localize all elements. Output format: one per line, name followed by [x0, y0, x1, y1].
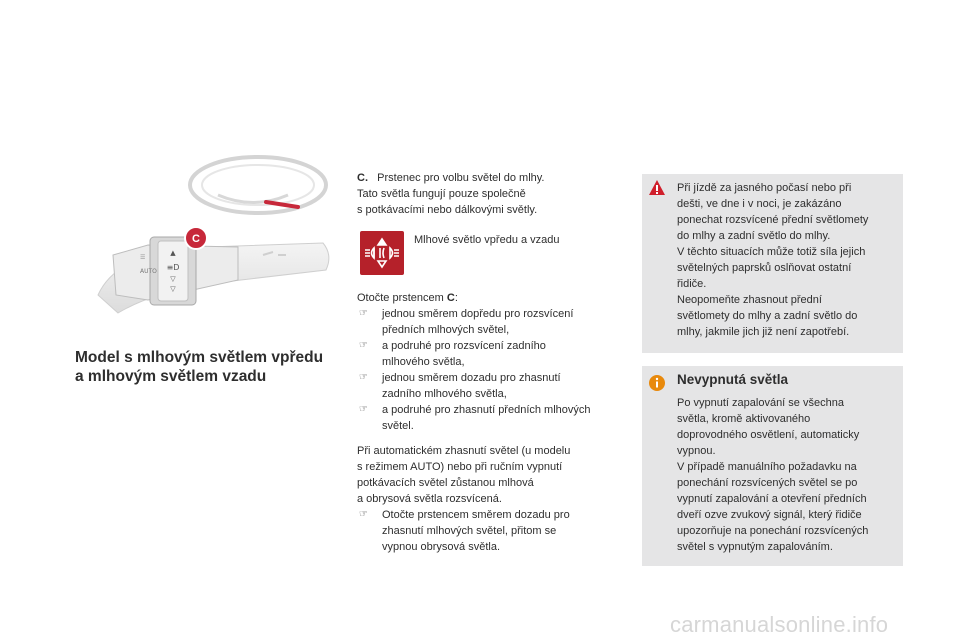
bullet-line: jednou směrem dozadu pro zhasnutí: [382, 372, 561, 384]
list-item: [357, 306, 622, 338]
info-line: doprovodného osvětlení, automaticky: [677, 429, 860, 441]
lighting-stalk-illustration: [88, 155, 333, 335]
warning-line: Při jízdě za jasného počasí nebo při: [677, 182, 852, 194]
turn-ring-letter: C: [446, 292, 455, 304]
warning-line: Neopomeňte zhasnout přední: [677, 294, 822, 306]
warning-line: mlhy, jakmile jich již není zapotřebí.: [677, 326, 850, 338]
auto-off-paragraph: [357, 443, 622, 555]
svg-text:≡D: ≡D: [166, 263, 180, 272]
warning-line: V těchto situacích může totiž síla jejich: [677, 246, 866, 258]
warning-text: [677, 180, 899, 340]
svg-text:▲: ▲: [170, 249, 176, 257]
callout-c: C: [192, 233, 200, 245]
bullet-line: zhasnutí mlhových světel, přitom se: [382, 525, 557, 537]
bullet-line: mlhového světla,: [382, 356, 465, 368]
bullet-line: a podruhé pro zhasnutí předních mlhových: [382, 404, 591, 416]
info-box: [642, 366, 903, 566]
turn-suffix: :: [454, 292, 458, 304]
bullet-line: zadního mlhového světla,: [382, 388, 507, 400]
auto-line: a obrysová světla rozsvícená.: [357, 493, 502, 505]
warning-line: do mlhy a zadní světlo do mlhy.: [677, 230, 831, 242]
info-line: ponechání rozsvícených světel se po: [677, 477, 858, 489]
bullet-line: světel.: [382, 420, 414, 432]
intro-paragraph: [357, 170, 622, 218]
warning-line: dešti, ve dne i v noci, je zakázáno: [677, 198, 842, 210]
auto-line: s režimem AUTO) nebo při ručním vypnutí: [357, 461, 563, 473]
svg-text:▽: ▽: [170, 275, 176, 283]
info-text: [677, 395, 899, 555]
auto-line: Při automatickém zhasnutí světel (u modelu: [357, 445, 571, 457]
c-text: Prstenec pro volbu světel do mlhy.: [377, 172, 545, 184]
auto-switch-label: AUTO: [140, 268, 157, 275]
exclamation-warning-icon: [648, 179, 666, 197]
info-line: Po vypnutí zapalování se všechna: [677, 397, 844, 409]
warning-line: světelných paprsků oslňovat ostatní: [677, 262, 852, 274]
section-title-line2: a mlhovým světlem vzadu: [75, 368, 267, 385]
warning-box: [642, 174, 903, 353]
bullet-hand-icon: ☞: [359, 308, 368, 319]
info-line: upozorňuje na ponechání rozsvícených: [677, 525, 869, 537]
section-title: [75, 348, 335, 386]
auto-line: potkávacích světel zůstanou mlhová: [357, 477, 534, 489]
bullet-line: vypnou obrysová světla.: [382, 541, 501, 553]
warning-line: světlomety do mlhy a zadní světlo do: [677, 310, 858, 322]
section-title-line1: Model s mlhovým světlem vpředu: [75, 349, 324, 366]
turn-ring-instructions: [357, 290, 622, 434]
info-line: světla, kromě aktivovaného: [677, 413, 811, 425]
bullet-hand-icon: ☞: [359, 404, 368, 415]
warning-line: řidiče.: [677, 278, 707, 290]
info-line: dveří ozve zvukový signál, který řidiče: [677, 509, 862, 521]
bullet-hand-icon: ☞: [359, 509, 368, 520]
svg-text:☰: ☰: [140, 254, 146, 261]
bullet-line: a podruhé pro rozsvícení zadního: [382, 340, 546, 352]
warning-line: ponechat rozsvícené přední světlomety: [677, 214, 869, 226]
watermark: carmanualsonline.info: [670, 612, 889, 637]
bullet-line: Otočte prstencem směrem dozadu pro: [382, 509, 570, 521]
info-line: vypnutí zapalování a otevření předních: [677, 493, 867, 505]
bullet-line: předních mlhových světel,: [382, 324, 510, 336]
info-line: vypnou.: [677, 445, 716, 457]
front-and-rear-fog-light-icon: [360, 231, 404, 275]
bullet-line: jednou směrem dopředu pro rozsvícení: [382, 308, 574, 320]
intro-line3: s potkávacími nebo dálkovými světly.: [357, 204, 538, 216]
list-item: [357, 338, 622, 370]
turn-prefix: Otočte prstencem: [357, 292, 447, 304]
info-box-title: Nevypnutá světla: [677, 372, 789, 387]
bullet-hand-icon: ☞: [359, 372, 368, 383]
info-line: V případě manuálního požadavku na: [677, 461, 857, 473]
fog-light-label: Mlhové světlo vpředu a vzadu: [414, 234, 560, 246]
bullet-hand-icon: ☞: [359, 340, 368, 351]
info-icon: [648, 374, 666, 392]
info-line: světel s vypnutým zapalováním.: [677, 541, 833, 553]
list-item: [357, 370, 622, 402]
svg-text:▽: ▽: [170, 285, 176, 293]
list-item: [357, 507, 622, 555]
intro-line2: Tato světla fungují pouze společně: [357, 188, 526, 200]
list-item: [357, 402, 622, 434]
c-label: C.: [357, 172, 368, 184]
